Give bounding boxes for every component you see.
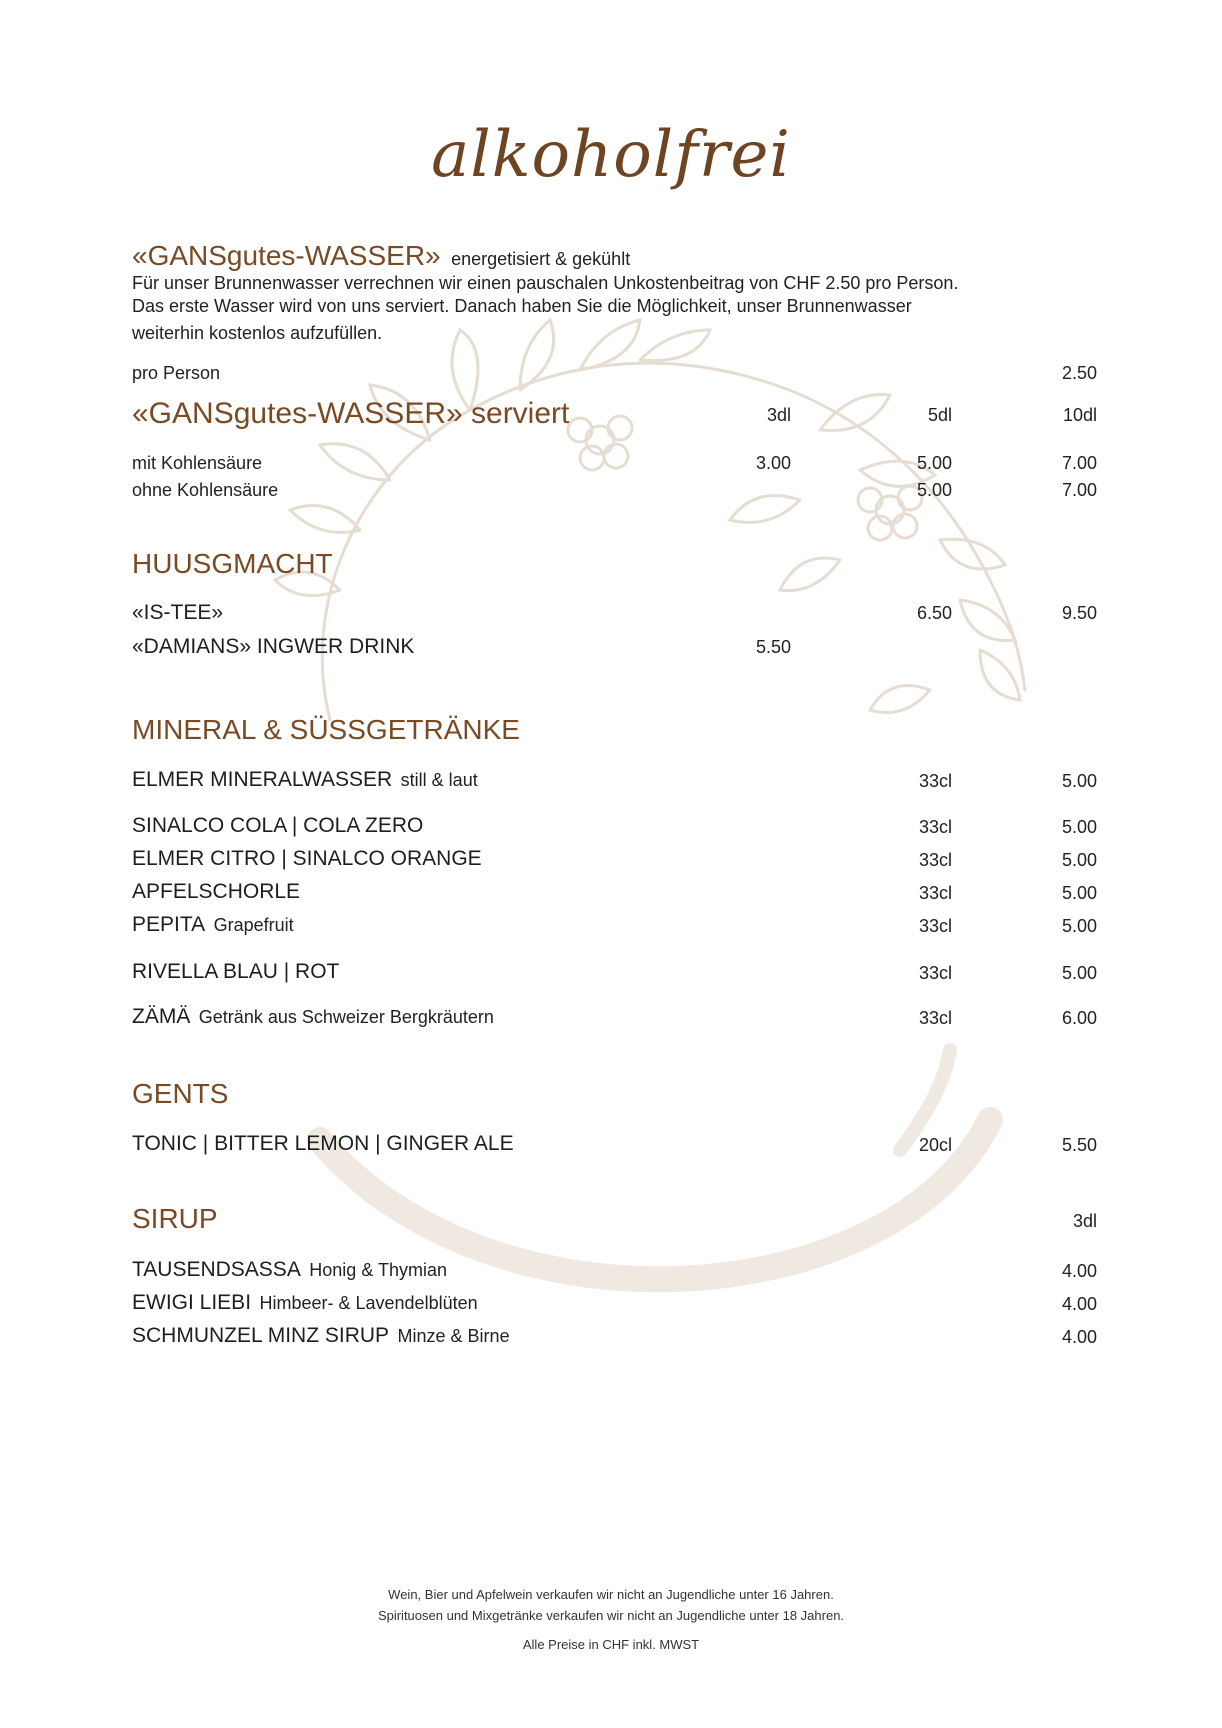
huusgmacht-heading: HUUSGMACHT bbox=[132, 548, 333, 579]
mineral-item-price: 5.00 bbox=[1061, 817, 1097, 837]
sirup-item-note: Minze & Birne bbox=[397, 1326, 510, 1346]
mineral-row bbox=[132, 1005, 494, 1029]
served-heading: «GANSgutes-WASSER» serviert bbox=[132, 397, 570, 430]
mineral-item-price: 5.00 bbox=[1061, 963, 1097, 983]
huusgmacht-item-price-small: 6.50 bbox=[916, 603, 952, 623]
mineral-item-name: ELMER MINERALWASSER bbox=[132, 768, 393, 791]
sirup-item-note: Himbeer- & Lavendelblüten bbox=[259, 1293, 478, 1313]
huusgmacht-item-price: 5.50 bbox=[755, 637, 791, 657]
mineral-item-size: 33cl bbox=[918, 1008, 952, 1028]
intro-line-2: Das erste Wasser wird von uns serviert. Danach haben Sie die Möglichkeit, unser Brunnenwasser bbox=[132, 296, 912, 316]
mineral-item-name: RIVELLA BLAU | ROT bbox=[132, 960, 340, 983]
mineral-item-size: 33cl bbox=[918, 963, 952, 983]
served-col-3dl: 3dl bbox=[766, 405, 791, 425]
sirup-row bbox=[132, 1291, 478, 1315]
intro-heading-note: energetisiert & gekühlt bbox=[451, 249, 631, 269]
mineral-item-size: 33cl bbox=[918, 850, 952, 870]
mineral-row bbox=[132, 913, 294, 937]
gents-item-price: 5.50 bbox=[1061, 1135, 1097, 1155]
gents-heading: GENTS bbox=[132, 1078, 229, 1109]
sirup-unit: 3dl bbox=[1072, 1211, 1097, 1231]
footer-age-notice-1: Wein, Bier und Apfelwein verkaufen wir nicht an Jugendliche unter 16 Jahren. bbox=[388, 1587, 834, 1602]
page-title: alkoholfrei bbox=[431, 118, 791, 192]
intro-line-3: weiterhin kostenlos aufzufüllen. bbox=[132, 323, 383, 343]
sirup-row bbox=[132, 1324, 510, 1348]
sirup-item-name: SCHMUNZEL MINZ SIRUP bbox=[132, 1324, 390, 1347]
sirup-item-note: Honig & Thymian bbox=[309, 1260, 448, 1280]
mineral-item-note: Getränk aus Schweizer Bergkräutern bbox=[198, 1007, 494, 1027]
mineral-item-name: PEPITA bbox=[132, 913, 206, 936]
per-person-label: pro Person bbox=[132, 363, 221, 383]
huusgmacht-item-name: «IS-TEE» bbox=[132, 601, 224, 624]
footer-price-notice: Alle Preise in CHF inkl. MWST bbox=[522, 1637, 700, 1652]
served-col-5dl: 5dl bbox=[927, 405, 952, 425]
huusgmacht-item-price-large: 9.50 bbox=[1061, 603, 1097, 623]
sirup-item-price: 4.00 bbox=[1061, 1294, 1097, 1314]
intro-line-1: Für unser Brunnenwasser verrechnen wir einen pauschalen Unkostenbeitrag von CHF 2.50 pro Person. bbox=[132, 273, 959, 293]
per-person-price: 2.50 bbox=[1061, 363, 1097, 383]
gents-item-size: 20cl bbox=[918, 1135, 952, 1155]
mineral-heading: MINERAL & SÜSSGETRÄNKE bbox=[132, 714, 520, 745]
served-row-price-10dl: 7.00 bbox=[1061, 480, 1097, 500]
sirup-heading: SIRUP bbox=[132, 1203, 218, 1234]
served-row-price-5dl: 5.00 bbox=[916, 480, 952, 500]
sirup-row bbox=[132, 1258, 447, 1282]
served-row-price-5dl: 5.00 bbox=[916, 453, 952, 473]
mineral-item-price: 5.00 bbox=[1061, 916, 1097, 936]
served-row-price-10dl: 7.00 bbox=[1061, 453, 1097, 473]
sirup-item-name: TAUSENDSASSA bbox=[132, 1258, 301, 1281]
mineral-row bbox=[132, 768, 478, 792]
mineral-item-price: 5.00 bbox=[1061, 850, 1097, 870]
mineral-item-price: 5.00 bbox=[1061, 771, 1097, 791]
mineral-item-size: 33cl bbox=[918, 817, 952, 837]
mineral-item-name: SINALCO COLA | COLA ZERO bbox=[132, 814, 424, 837]
served-row-name: mit Kohlensäure bbox=[132, 453, 263, 473]
sirup-item-price: 4.00 bbox=[1061, 1327, 1097, 1347]
gents-item-name: TONIC | BITTER LEMON | GINGER ALE bbox=[132, 1132, 514, 1155]
mineral-item-note: Grapefruit bbox=[213, 915, 294, 935]
intro-heading: «GANSgutes-WASSER» bbox=[132, 240, 441, 271]
served-row-price-3dl: 3.00 bbox=[755, 453, 791, 473]
served-row-name: ohne Kohlensäure bbox=[132, 480, 279, 500]
huusgmacht-item-name: «DAMIANS» INGWER DRINK bbox=[132, 635, 415, 658]
mineral-item-name: ELMER CITRO | SINALCO ORANGE bbox=[132, 847, 482, 870]
mineral-item-size: 33cl bbox=[918, 771, 952, 791]
mineral-item-name: ZÄMÄ bbox=[132, 1005, 191, 1028]
intro-heading-row bbox=[132, 240, 630, 272]
mineral-item-name: APFELSCHORLE bbox=[132, 880, 301, 903]
mineral-item-price: 6.00 bbox=[1061, 1008, 1097, 1028]
served-col-10dl: 10dl bbox=[1062, 405, 1097, 425]
sirup-item-name: EWIGI LIEBI bbox=[132, 1291, 252, 1314]
mineral-item-size: 33cl bbox=[918, 883, 952, 903]
sirup-item-price: 4.00 bbox=[1061, 1261, 1097, 1281]
mineral-item-price: 5.00 bbox=[1061, 883, 1097, 903]
mineral-item-note: still & laut bbox=[400, 770, 478, 790]
footer-age-notice-2: Spirituosen und Mixgetränke verkaufen wir nicht an Jugendliche unter 18 Jahren. bbox=[377, 1608, 845, 1623]
mineral-item-size: 33cl bbox=[918, 916, 952, 936]
